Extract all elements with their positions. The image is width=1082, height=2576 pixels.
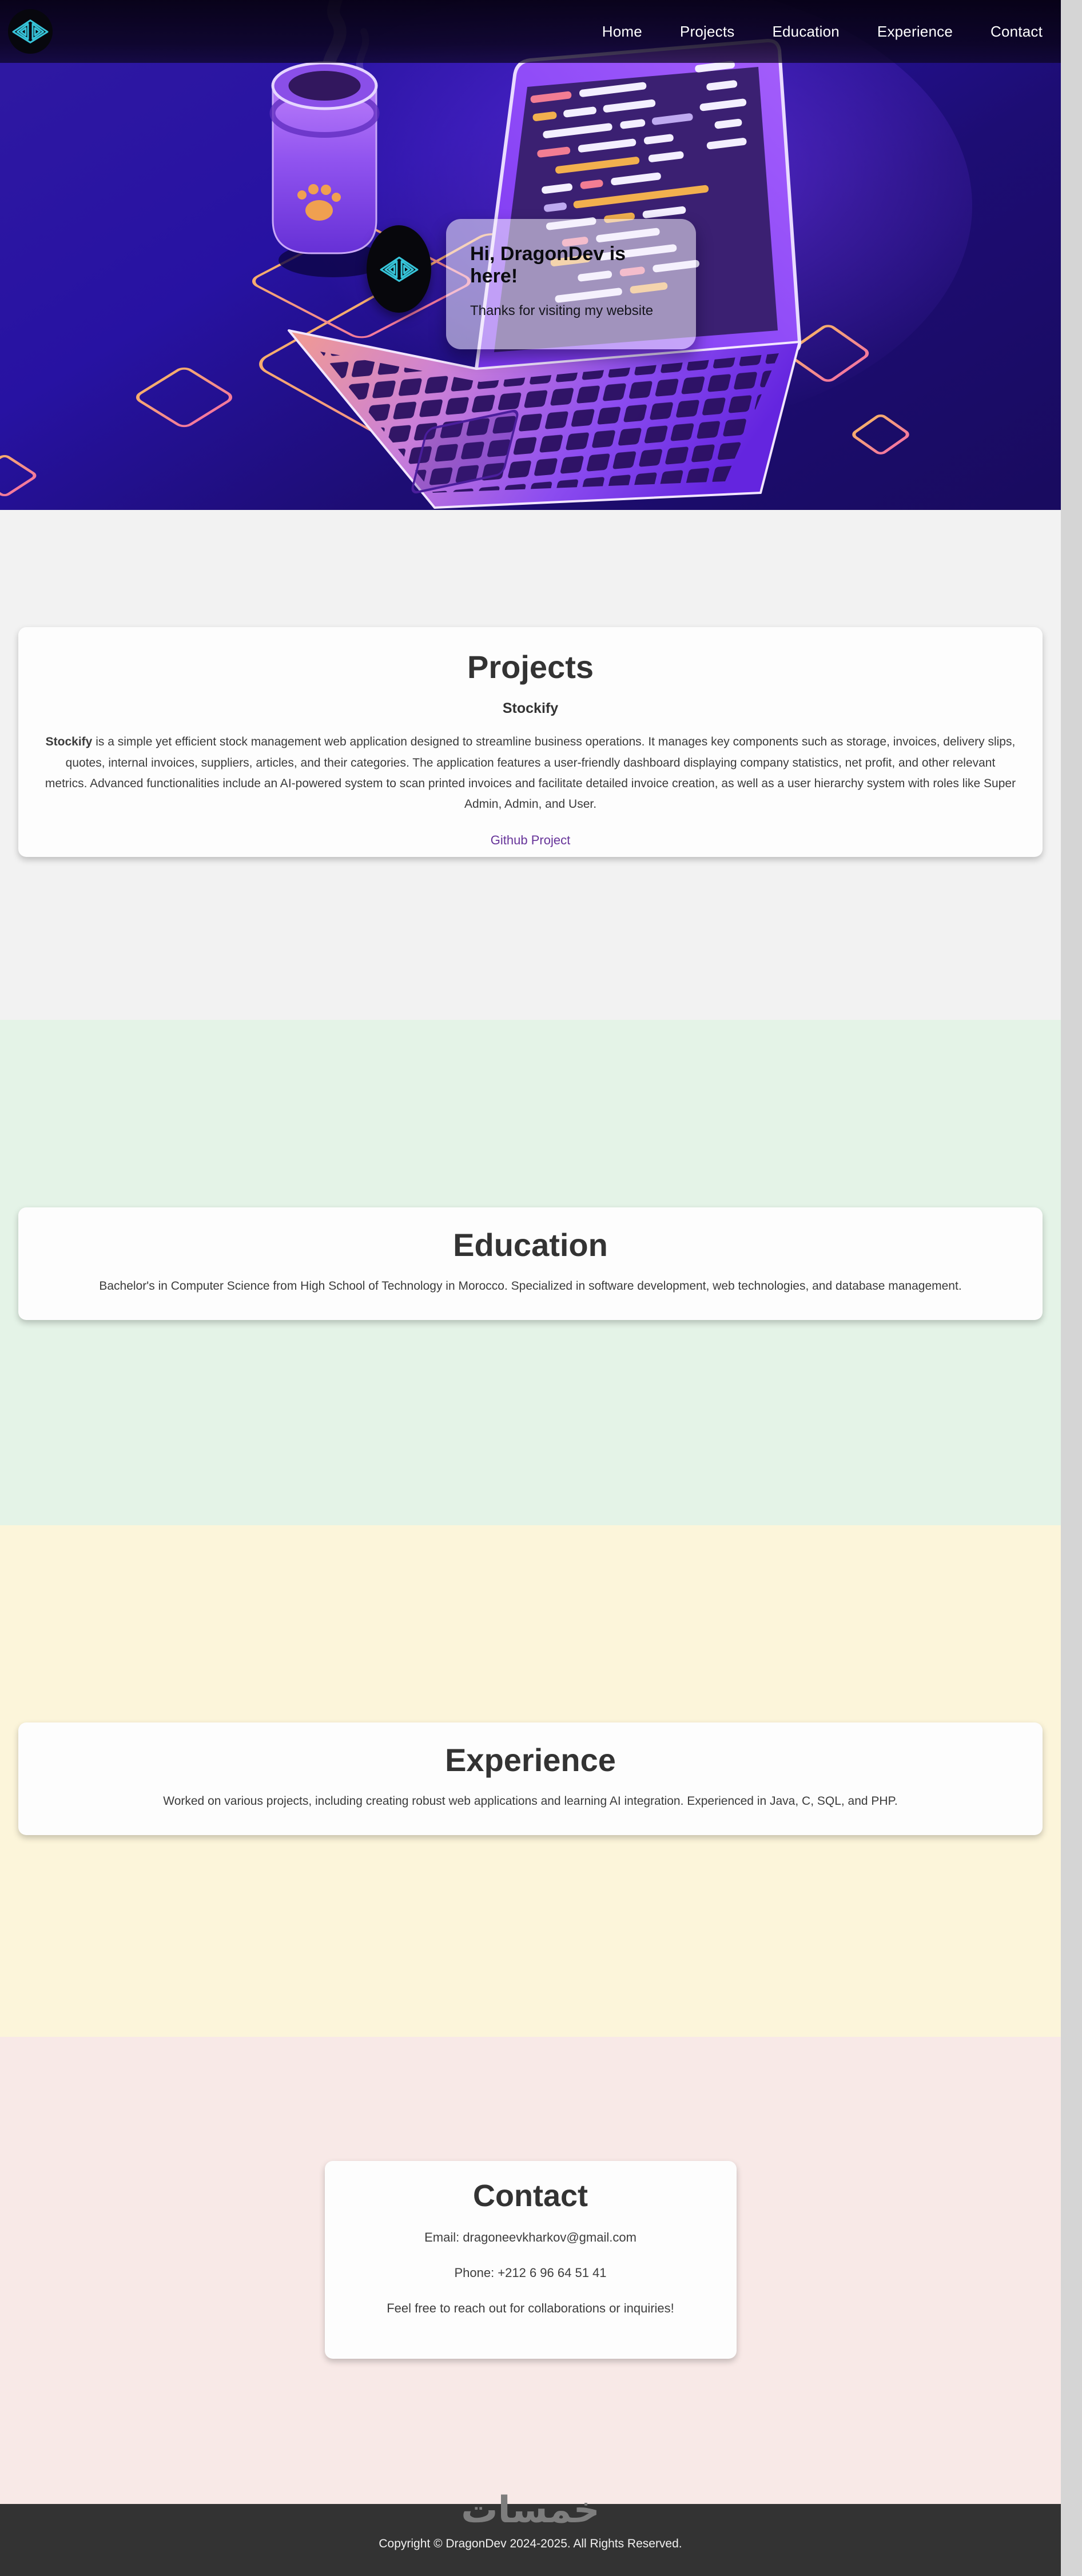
nav-link-contact[interactable]: Contact bbox=[990, 22, 1043, 40]
experience-title: Experience bbox=[445, 1742, 616, 1778]
education-description: Bachelor's in Computer Science from High School of Technology in Morocco. Specialized in software development, web technologies, and database management. bbox=[99, 1279, 962, 1293]
avatar bbox=[367, 225, 431, 313]
contact-note: Feel free to reach out for collaborations or inquiries! bbox=[387, 2300, 674, 2315]
footer bbox=[0, 2489, 1061, 2576]
experience-description: Worked on various projects, including creating robust web applications and learning AI integration. Experienced in Java, C, SQL, and PHP. bbox=[163, 1795, 898, 1808]
navbar bbox=[0, 0, 1061, 63]
projects-section bbox=[0, 510, 1061, 1020]
education-card bbox=[18, 1207, 1043, 1320]
projects-card bbox=[18, 627, 1043, 857]
nav-link-experience[interactable]: Experience bbox=[877, 22, 953, 40]
project-lead: Stockify bbox=[45, 735, 93, 749]
bubble-subtitle: Thanks for visiting my website bbox=[470, 303, 654, 318]
project-name: Stockify bbox=[502, 700, 559, 717]
dragondev-logo-icon bbox=[380, 256, 419, 282]
contact-title: Contact bbox=[473, 2179, 588, 2213]
experience-section bbox=[0, 1525, 1061, 2037]
experience-card bbox=[18, 1722, 1043, 1835]
education-section bbox=[0, 1020, 1061, 1525]
project-description: Stockify is a simple yet efficient stock management web application designed to streamline business operations. It manages key components such as storage, invoices, delivery slips, quotes, internal invoices, suppliers, articles, and their categories. The application features a user-friendly dashboard displaying company statistics, net profit, and other relevant metrics. Advanced functionalities include an AI-powered system to scan printed invoices and facilitate detailed invoice creation, as well as a user hierarchy system with roles like Super Admin, Admin, and User. bbox=[45, 735, 1016, 811]
navbar-logo[interactable] bbox=[8, 9, 53, 54]
contact-section bbox=[0, 2037, 1061, 2504]
dragondev-logo-icon bbox=[12, 19, 49, 44]
github-project-link[interactable]: Github Project bbox=[490, 832, 571, 847]
education-title: Education bbox=[453, 1227, 608, 1263]
projects-title: Projects bbox=[467, 649, 594, 685]
chat-bubble bbox=[446, 219, 696, 349]
contact-phone: Phone: +212 6 96 64 51 41 bbox=[454, 2265, 607, 2280]
copyright-text: Copyright © DragonDev 2024-2025. All Rights Reserved. bbox=[379, 2537, 682, 2550]
nav-links bbox=[602, 23, 1043, 41]
bubble-title: Hi, DragonDev is here! bbox=[470, 243, 626, 287]
nav-link-projects[interactable]: Projects bbox=[679, 22, 735, 40]
contact-email: Email: dragoneevkharkov@gmail.com bbox=[424, 2230, 637, 2245]
khamsat-watermark: خمسات bbox=[461, 2489, 600, 2530]
contact-card bbox=[325, 2161, 737, 2359]
nav-link-home[interactable]: Home bbox=[602, 22, 642, 40]
nav-link-education[interactable]: Education bbox=[772, 22, 840, 40]
hero-section bbox=[0, 0, 1061, 510]
